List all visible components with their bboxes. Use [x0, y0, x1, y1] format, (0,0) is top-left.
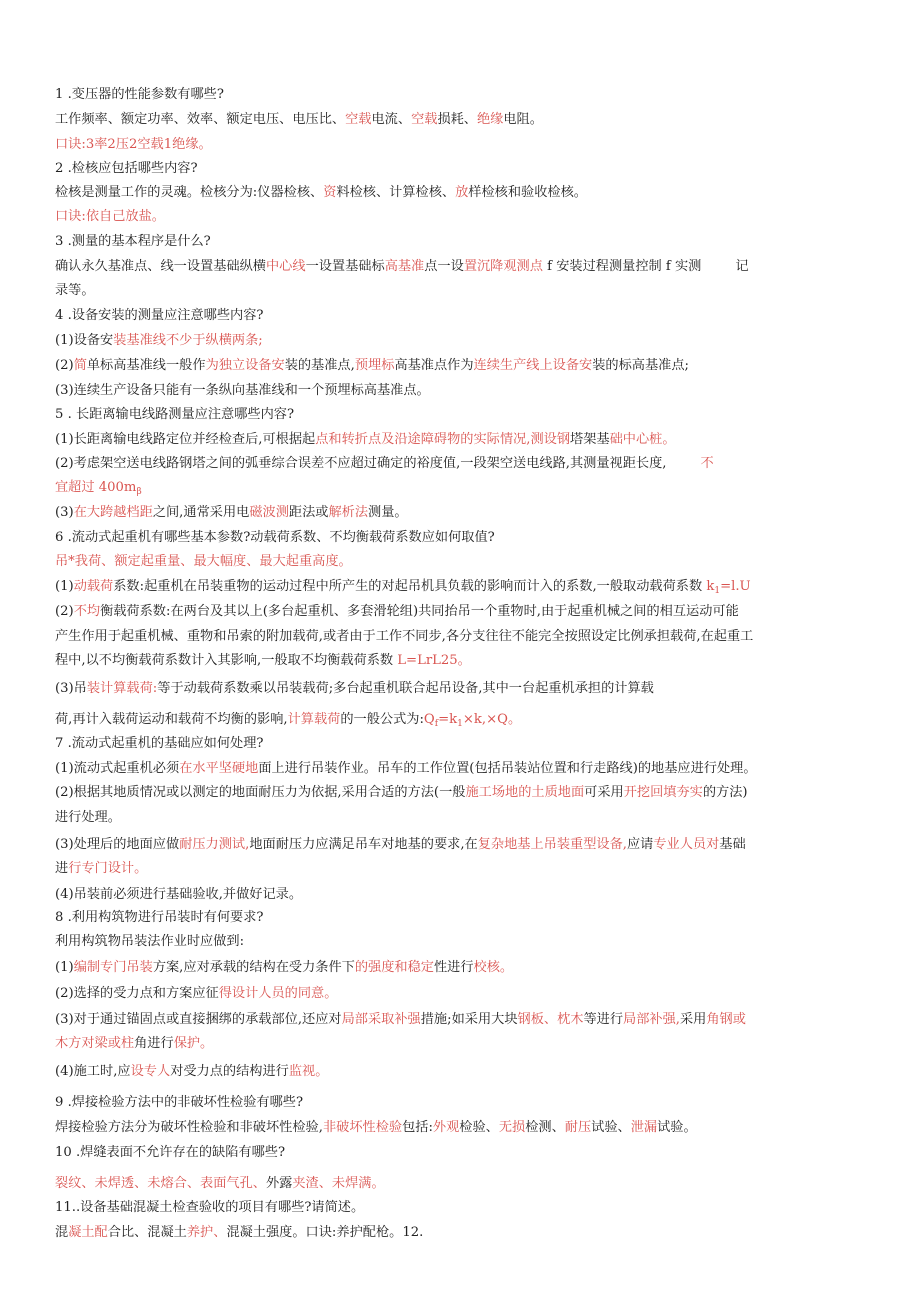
- question-9-title: 9 .焊接检验方法中的非破坏性检验有哪些?: [55, 1095, 304, 1110]
- question-8-item-3: (3)对于通过锚固点或直接捆绑的承载部位,还应对局部采取补强措施;如采用大块钢板、枕木等进行局部补强,采用角钢或: [55, 1012, 746, 1027]
- question-8-item-3-cont: 木方对梁或柱角进行保护。: [55, 1036, 214, 1051]
- question-5-item-2: (2)考虑架空送电线路钢塔之间的弧垂综合误差不应超过确定的裕度值,一段架空送电线路,其测量视距长度, 不: [55, 456, 714, 471]
- question-6-item-2: (2)不均衡载荷系数:在两台及其以上(多台起重机、多套滑轮组)共同抬吊一个重物时,由于起重机械之间的相互运动可能: [55, 604, 739, 619]
- question-8-intro: 利用构筑物吊装法作业时应做到:: [55, 934, 245, 949]
- question-1-answer: 工作频率、额定功率、效率、额定电压、电压比、空载电流、空载损耗、绝缘电阻。: [55, 112, 543, 127]
- question-7-item-1: (1)流动式起重机必须在水平坚硬地面上进行吊装作业。吊车的工作位置(包括吊装站位置和行走路线)的地基应进行处理。: [55, 761, 757, 776]
- question-9-answer: 焊接检验方法分为破坏性检验和非破坏性检验,非破坏性检验包括:外观检验、无损检测、耐压试验、泄漏试验。: [55, 1120, 697, 1135]
- question-7-item-2-cont: 进行处理。: [55, 810, 121, 825]
- question-3-answer: 确认永久基准点、线一设置基础纵横中心线一设置基础标高基准点一设置沉降观测点 f 安装过程测量控制 f 实测 记: [55, 259, 749, 274]
- question-1-title: 1 .变压器的性能参数有哪些?: [55, 87, 224, 102]
- question-8-title: 8 .利用构筑物进行吊装时有何要求?: [55, 910, 264, 925]
- question-6-params: 吊*我荷、额定起重量、最大幅度、最大起重高度。: [55, 554, 352, 569]
- question-2-title: 2 .检核应包括哪些内容?: [55, 161, 198, 176]
- question-5-title: 5 . 长距离输电线路测量应注意哪些内容?: [55, 407, 295, 422]
- question-7-title: 7 .流动式起重机的基础应如何处理?: [55, 736, 264, 751]
- question-8-item-1: (1)编制专门吊装方案,应对承载的结构在受力条件下的强度和稳定性进行校核。: [55, 960, 514, 975]
- question-8-item-4: (4)施工时,应设专人对受力点的结构进行监视。: [55, 1064, 329, 1079]
- question-6-item-3: (3)吊装计算载荷:等于动载荷系数乘以吊装载荷;多台起重机联合起吊设备,其中一台起重机承担的计算载: [55, 681, 654, 696]
- question-8-item-2: (2)选择的受力点和方案应征得设计人员的同意。: [55, 986, 338, 1001]
- question-7-item-2: (2)根据其地质情况或以测定的地面耐压力为依据,采用合适的方法(一般施工场地的土质地面可采用开挖回填夯实的方法): [55, 785, 748, 800]
- question-2-mnemonic: 口诀:依自己放盐。: [55, 209, 165, 224]
- question-4-item-2: (2)简单标高基准线一般作为独立设备安装的基准点,预埋标高基准点作为连续生产线上设备安装的标高基准点;: [55, 358, 689, 373]
- question-6-item-2-cont-2: 程中,以不均衡载荷系数计入其影响,一般取不均衡载荷系数 L=LrL25。: [55, 653, 471, 668]
- question-5-item-3: (3)在大跨越档距之间,通常采用电磁波测距法或解析法测量。: [55, 505, 408, 520]
- question-10-answer: 裂纹、未焊透、未熔合、表面气孔、外露夹渣、未焊满。: [55, 1176, 385, 1191]
- question-7-item-4: (4)吊装前必须进行基础验收,并做好记录。: [55, 887, 303, 902]
- question-4-item-3: (3)连续生产设备只能有一条纵向基准线和一个预埋标高基准点。: [55, 383, 430, 398]
- question-7-item-3: (3)处理后的地面应做耐压力测试,地面耐压力应满足吊车对地基的要求,在复杂地基上吊装重型设备,应请专业人员对基础: [55, 837, 746, 852]
- question-6-item-3-cont: 荷,再计入载荷运动和载荷不均衡的影响,计算载荷的一般公式为$:Q_f=k_1\times k,\times Q$。: [55, 712, 522, 729]
- question-6-item-1: (1)动载荷系数:起重机在吊装重物的运动过程中所产生的对起吊机具负载的影响而计入的系数,一般取动载荷系数 $k_1=l.U$: [55, 579, 751, 596]
- question-5-item-2-cont: 宜超过 $400m_\beta$: [55, 480, 142, 497]
- question-2-answer: 检核是测量工作的灵魂。检核分为:仪器检核、资料检核、计算检核、放样检核和验收检核。: [55, 185, 587, 200]
- question-7-item-3-cont: 进行专门设计。: [55, 861, 148, 876]
- question-3-title: 3 .测量的基本程序是什么?: [55, 234, 211, 249]
- question-11-answer: 混凝土配合比、混凝土养护、混凝土强度。口诀:养护配枪。12.: [55, 1225, 424, 1240]
- question-4-item-1: (1)设备安装基准线不少于纵横两条;: [55, 333, 263, 348]
- question-6-item-2-cont-1: 产生作用于起重机械、重物和吊索的附加载荷,或者由于工作不同步,各分支往往不能完全按照设定比例承担载荷,在起重工: [55, 629, 754, 644]
- question-1-mnemonic: 口诀:3率2压2空载1绝缘。: [55, 137, 212, 152]
- question-4-title: 4 .设备安装的测量应注意哪些内容?: [55, 308, 264, 323]
- question-6-title: 6 .流动式起重机有哪些基本参数?动载荷系数、不均衡载荷系数应如何取值?: [55, 530, 495, 545]
- question-5-item-1: (1)长距离输电线路定位并经检查后,可根据起点和转折点及沿途障碍物的实际情况,测设钢塔架基础中心桩。: [55, 432, 676, 447]
- question-10-title: 10 .焊缝表面不允许存在的缺陷有哪些?: [55, 1145, 286, 1160]
- question-11-title: 11..设备基础混凝土检查验收的项目有哪些?请简述。: [55, 1200, 365, 1215]
- question-3-answer-cont: 录等。: [55, 283, 95, 298]
